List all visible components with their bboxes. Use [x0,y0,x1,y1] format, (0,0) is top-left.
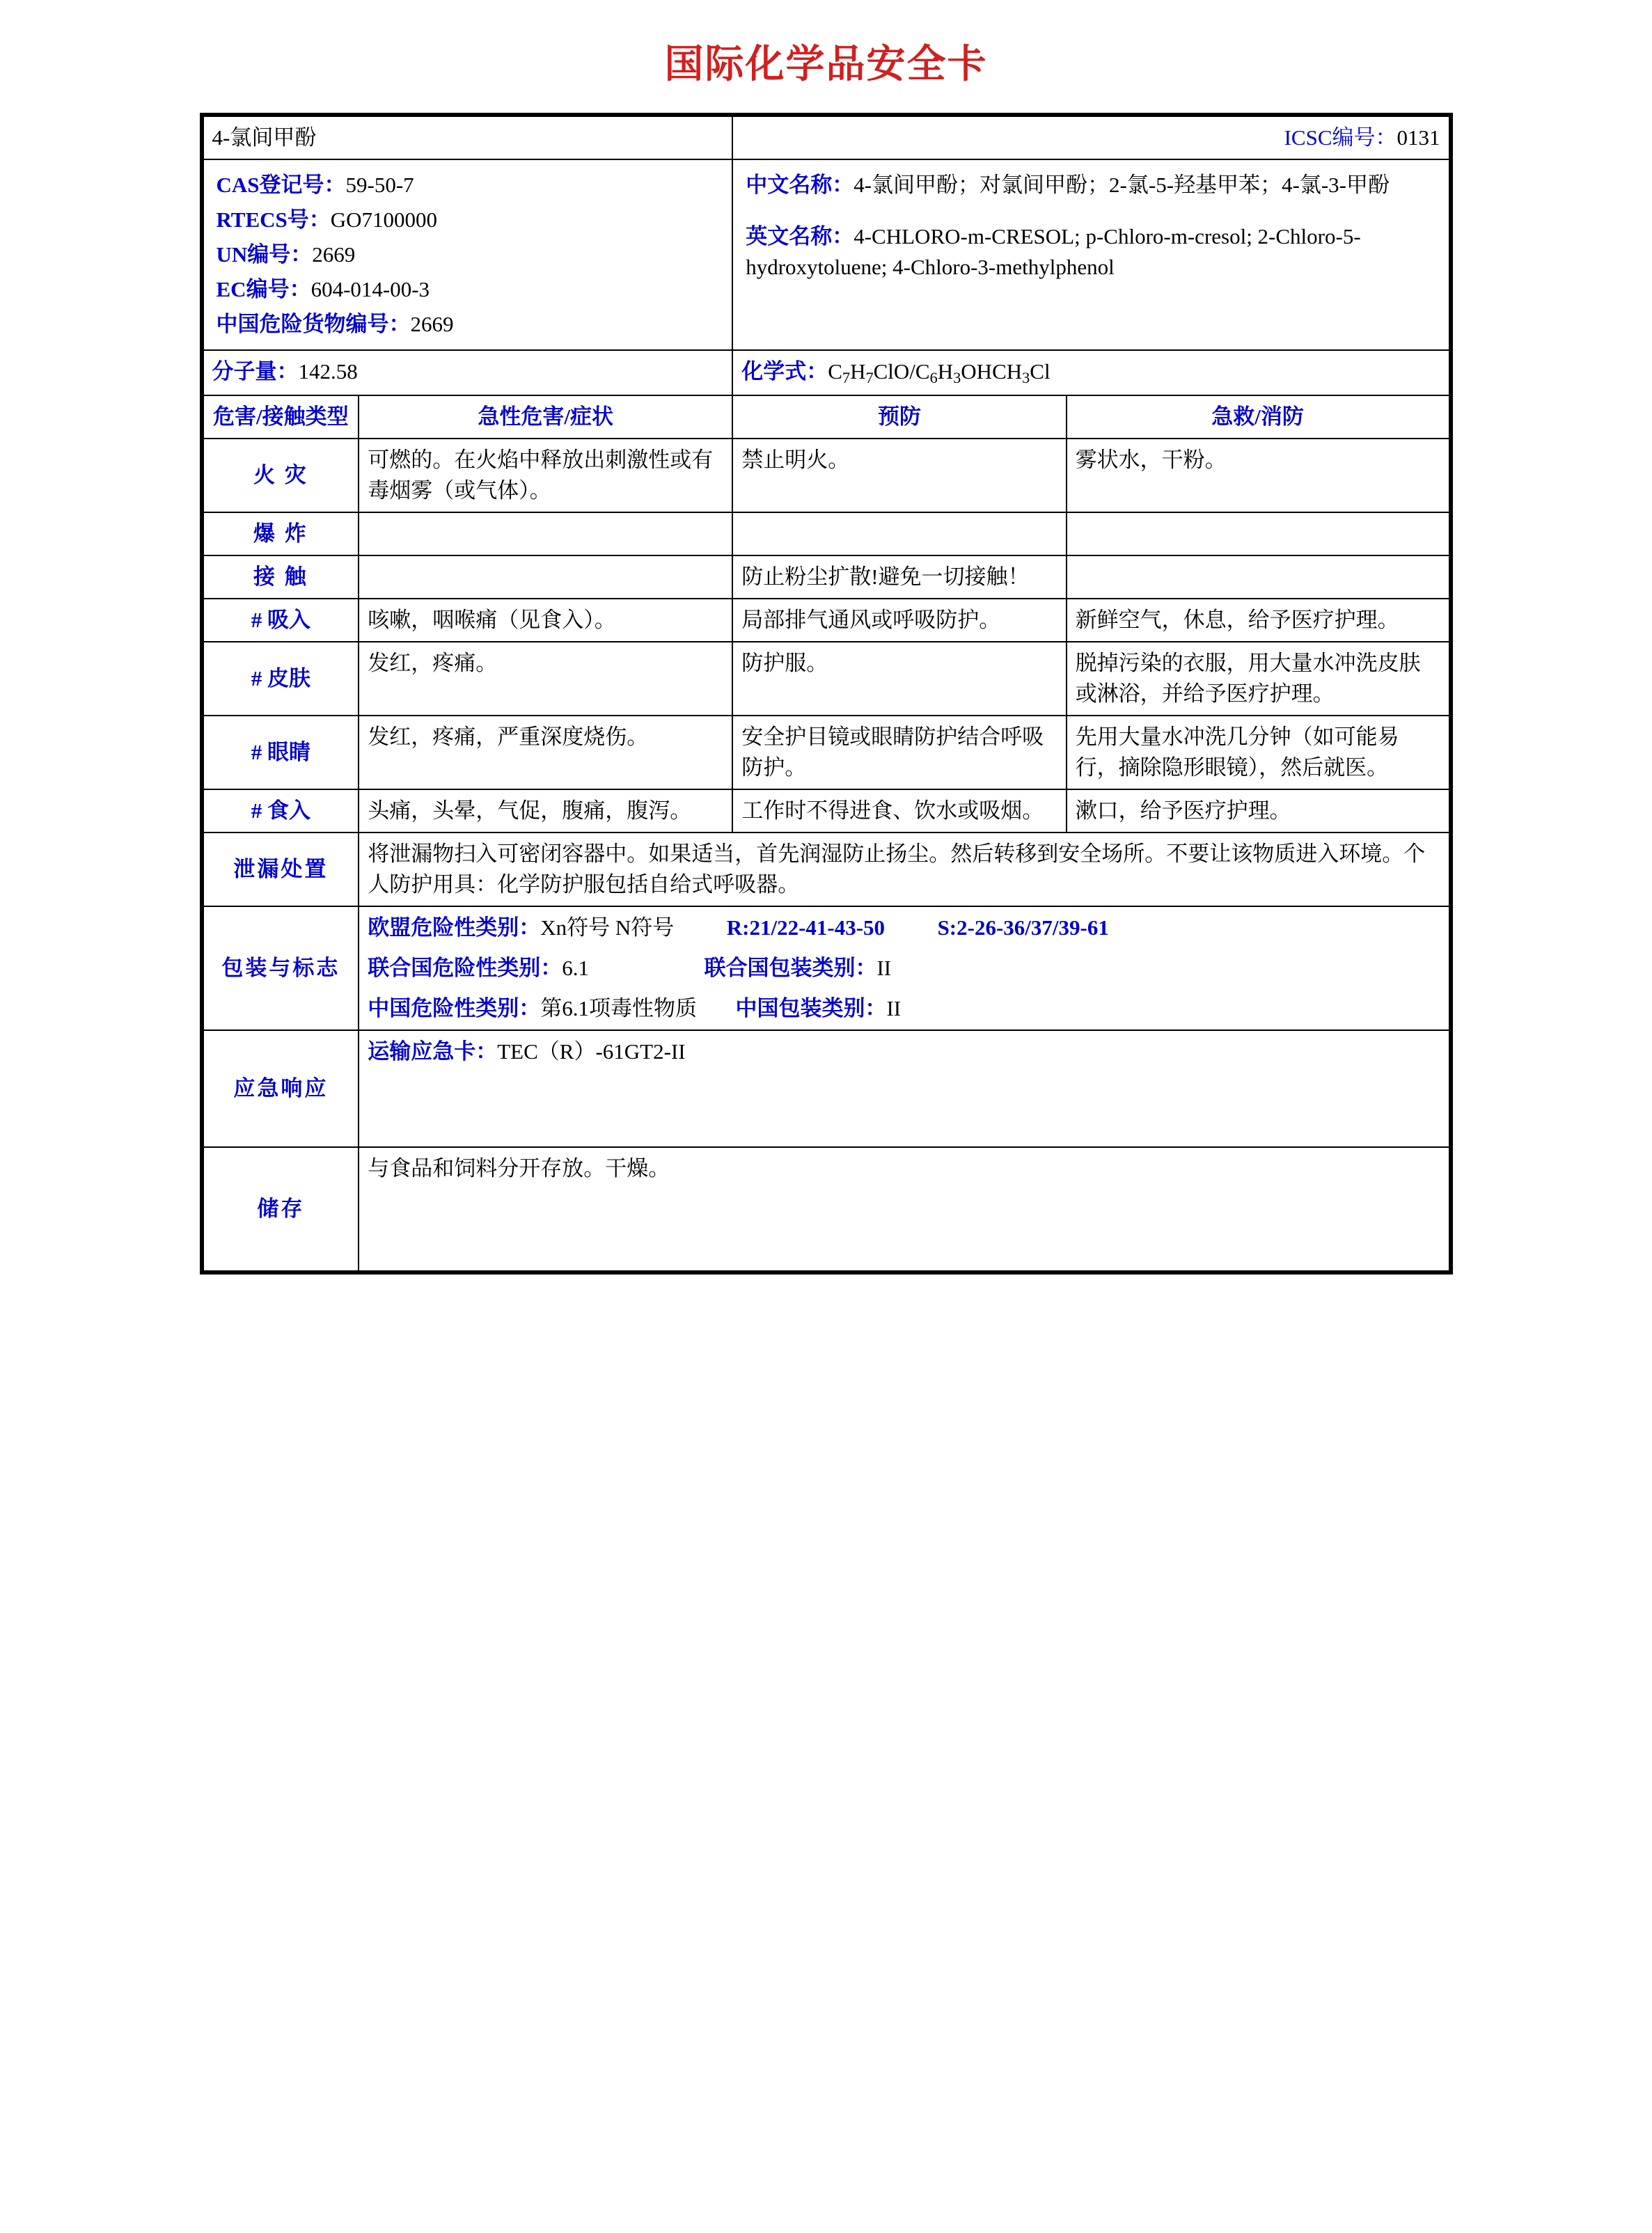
skin-prevention: 防护服。 [732,642,1066,716]
rtecs-value: GO7100000 [330,207,438,232]
fire-prevention: 禁止明火。 [732,439,1066,512]
un-class-value: 6.1 [562,956,589,981]
ec-value: 604-014-00-3 [310,277,430,302]
chemical-formula-cell [732,350,1449,395]
row-label-storage: 储存 [203,1147,359,1271]
skin-firstaid: 脱掉污染的衣服，用大量水冲洗皮肤或淋浴，并给予医疗护理。 [1067,642,1449,716]
row-label-eyes: # 眼睛 [203,716,359,789]
cn-class-label: 中国危险性类别： [368,996,541,1021]
storage-row [203,1147,1449,1271]
mw-value: 142.58 [298,359,358,384]
row-label-inhalation: # 吸入 [203,599,359,642]
packaging-row [203,906,1449,1030]
table-row [203,642,1449,716]
page-root [0,33,1652,1275]
rtecs-label: RTECS号： [216,207,331,232]
formula-label: 化学式： [741,359,828,384]
names-block [732,159,1449,350]
row-label-fire: 火 灾 [203,439,359,512]
icsc-card [200,113,1453,1275]
cn-packing-value: II [886,996,902,1021]
row-label-exposure: 接 触 [203,555,359,599]
ec-label: EC编号： [216,277,311,302]
fire-acute: 可燃的。在火焰中释放出刺激性或有毒烟雾（或气体）。 [359,439,732,512]
table-row [203,439,1449,512]
molecular-weight-cell [203,350,733,395]
row-label-ingestion: # 食入 [203,789,359,833]
english-name-value: 4-CHLORO-m-CRESOL; p-Chloro-m-cresol; 2-Chloro-5-hydroxytoluene; 4-Chloro-3-methylphenol [746,224,1361,280]
identifier-block [203,159,733,350]
eyes-acute: 发红，疼痛，严重深度烧伤。 [359,716,732,789]
substance-name: 4-氯间甲酚 [203,116,733,159]
row-label-emergency: 应急响应 [203,1030,359,1147]
formula-row [203,350,1449,395]
packaging-text [359,906,1449,1030]
eu-class-label: 欧盟危险性类别： [368,915,541,940]
inhalation-prevention: 局部排气通风或呼吸防护。 [732,599,1066,642]
china-dangerous-goods-value: 2669 [410,312,454,337]
ingestion-acute: 头痛，头晕，气促，腹痛，腹泻。 [359,789,732,833]
ingestion-prevention: 工作时不得进食、饮水或吸烟。 [732,789,1066,833]
explosion-acute [359,512,732,555]
exposure-firstaid [1067,555,1449,599]
fire-firstaid: 雾状水，干粉。 [1067,439,1449,512]
header-first-aid: 急救/消防 [1067,395,1449,439]
un-value: 2669 [312,242,356,267]
emergency-row [203,1030,1449,1147]
icsc-table [203,116,1450,1272]
exposure-prevention: 防止粉尘扩散!避免一切接触！ [732,555,1066,599]
icsc-number-cell [732,116,1449,159]
header-acute-hazards: 急性危害/症状 [359,395,732,439]
exposure-acute [359,555,732,599]
header-prevention: 预防 [732,395,1066,439]
chinese-name-value: 4-氯间甲酚；对氯间甲酚；2-氯-5-羟基甲苯；4-氯-3-甲酚 [853,173,1390,198]
table-column-headers [203,395,1449,439]
explosion-prevention [732,512,1066,555]
cas-label: CAS登记号： [216,173,346,198]
ingestion-firstaid: 漱口，给予医疗护理。 [1067,789,1449,833]
skin-acute: 发红，疼痛。 [359,642,732,716]
un-packing-label: 联合国包装类别： [704,956,877,981]
table-row [203,716,1449,789]
cn-class-value: 第6.1项毒性物质 [540,996,697,1021]
header-hazard-type: 危害/接触类型 [203,395,359,439]
table-row [203,789,1449,833]
spill-text: 将泄漏物扫入可密闭容器中。如果适当，首先润湿防止扬尘。然后转移到安全场所。不要让该物质进入环境。个人防护用具：化学防护服包括自给式呼吸器。 [359,833,1449,906]
explosion-firstaid [1067,512,1449,555]
r-phrases: R:21/22-41-43-50 [726,915,886,940]
tec-label: 运输应急卡： [368,1039,498,1064]
mw-label: 分子量： [212,359,299,384]
row-label-spill: 泄漏处置 [203,833,359,906]
cas-value: 59-50-7 [345,173,414,198]
china-dangerous-goods-label: 中国危险货物编号： [216,312,411,337]
card-header-row [203,116,1449,159]
un-label: UN编号： [216,242,313,267]
inhalation-firstaid: 新鲜空气，休息，给予医疗护理。 [1067,599,1449,642]
table-row [203,599,1449,642]
chinese-name-label: 中文名称： [746,173,854,198]
s-phrases: S:2-26-36/37/39-61 [937,915,1109,940]
spill-row [203,833,1449,906]
table-row [203,512,1449,555]
un-class-label: 联合国危险性类别： [368,956,563,981]
row-label-explosion: 爆 炸 [203,512,359,555]
eu-class-value: Xn符号 N符号 [540,915,675,940]
storage-text: 与食品和饲料分开存放。干燥。 [359,1147,1449,1271]
eyes-firstaid: 先用大量水冲洗几分钟（如可能易行，摘除隐形眼镜），然后就医。 [1067,716,1449,789]
eyes-prevention: 安全护目镜或眼睛防护结合呼吸防护。 [732,716,1066,789]
inhalation-acute: 咳嗽，咽喉痛（见食入）。 [359,599,732,642]
page-title: 国际化学品安全卡 [664,42,988,87]
row-label-skin: # 皮肤 [203,642,359,716]
tec-value: TEC（R）-61GT2-II [497,1039,686,1064]
emergency-text [359,1030,1449,1147]
cn-packing-label: 中国包装类别： [735,996,887,1021]
english-name-label: 英文名称： [746,224,854,249]
identifier-row [203,159,1449,350]
un-packing-value: II [876,956,892,981]
row-label-packaging: 包装与标志 [203,906,359,1030]
icsc-label: ICSC编号： [1284,125,1397,150]
formula-value: $C_7H_7ClO/C_6H_3OHCH_3Cl$ [828,359,1051,387]
icsc-value: 0131 [1397,125,1440,150]
table-row [203,555,1449,599]
